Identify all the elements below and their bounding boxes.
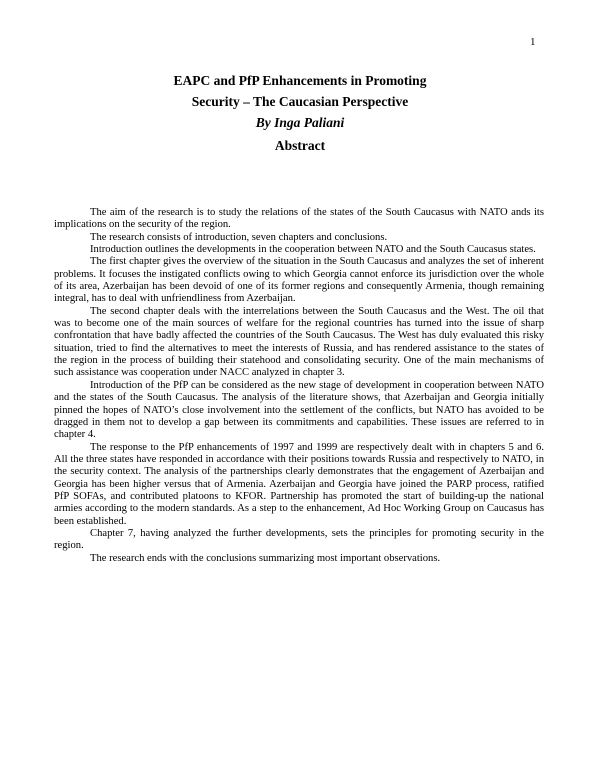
paragraph-conclusions: The research ends with the conclusions summarizing most important observations. xyxy=(90,552,441,564)
title-line-2: Security – The Caucasian Perspective xyxy=(191,94,409,109)
paragraph-chapter-1: The first chapter gives the overview of the situation in the South Caucasus and analyzes the set of inherent problems. It focuses the instigated conflicts owing to which Georgia cannot enforce its jurisdiction over the whole of its area, Azerbaijan has been devoid of one of its former regions and consequently Armenia, though remaining integral, has to deal with unfriendliness from Azerbaijan. xyxy=(54,256,544,305)
paragraph-chapter-2: The second chapter deals with the interrelations between the South Caucasus and the West. The oil that was to become one of the main sources of welfare for the regional countries has turned into the issue of sharp confrontation that have badly affected the countries of the South Caucasus. The West has duly evaluated this risky situation, tried to find the alternatives to meet the interests of Russia, and has rendered assistance to the states of the region in the process of building their statehood and consolidating security. One of the main mechanisms of such assistance was cooperation under NACC analyzed in chapter 3. xyxy=(54,305,544,379)
paragraph-introduction: Introduction outlines the developments in the cooperation between NATO and the South Caucasus states. xyxy=(90,244,536,256)
title-line-1: EAPC and PfP Enhancements in Promoting xyxy=(173,73,427,88)
author-byline: By Inga Paliani xyxy=(255,115,345,130)
paragraph-aim: The aim of the research is to study the relations of the states of the South Caucasus with NATO ands its implications on the security of the region. xyxy=(54,207,544,231)
paragraph-chapters-5-6: The response to the PfP enhancements of 1997 and 1999 are respectively dealt with in chapters 5 and 6. All the three states have responded in accordance with their positions towards Russia and respectively to NATO, in the security context. The analysis of the partnerships clearly demonstrates that the engagement of Azerbaijan and Georgia has been higher versus that of Armenia. Azerbaijan and Georgia have joined the PARP process, ratified PfP SOFAs, and contributed platoons to KFOR. Partnership has promoted the start of building-up the national armies according to the modern standards. As a step to the enhancement, Ad Hoc Working Group on Caucasus has been established. xyxy=(54,441,544,527)
page-number: 1 xyxy=(530,36,536,48)
paragraph-chapter-7: Chapter 7, having analyzed the further developments, sets the principles for promoting security in the region. xyxy=(54,527,544,552)
abstract-body xyxy=(54,207,544,565)
paragraph-structure: The research consists of introduction, seven chapters and conclusions. xyxy=(90,231,388,243)
paragraph-chapter-4: Introduction of the PfP can be considered as the new stage of development in cooperation between NATO and the states of the South Caucasus. The analysis of the literature shows, that Azerbaijan and Georgia initially pinned the hopes of NATO’s close involvement into the settlement of the conflicts, but NATO has avoided to be dragged in them not to develop a gap between its commitments and capabilities. These issues are referred to in chapter 4. xyxy=(54,379,544,441)
title-block xyxy=(0,70,600,156)
abstract-heading: Abstract xyxy=(274,138,326,153)
